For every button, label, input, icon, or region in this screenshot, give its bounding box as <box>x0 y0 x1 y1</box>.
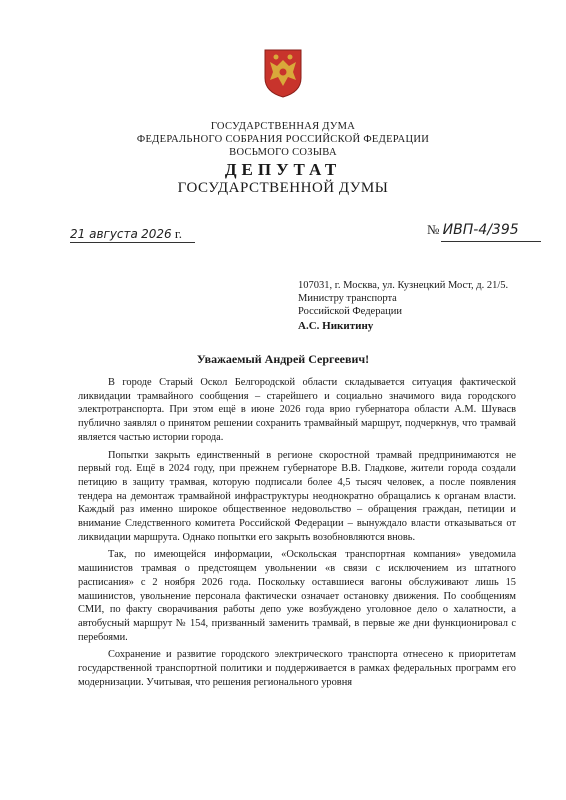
deputy-title: ДЕПУТАТ <box>224 160 342 179</box>
paragraph: Попытки закрыть единственный в регионе скоростной трамвай предпринимаются не первый год. Ещё в 2024 году, при прежнем губернаторе В.В. Гладкове, жители города создали петицию в защиту трамвая, которую подписали более 4,5 тысяч человек, а после появления тендера на демонтаж трамвайной инфраструктуры неоднократно обращались к органам власти. Каждый раз именно широкое общественное недовольство – обращения граждан, петиции и внимание Следственного комитета Российской Федерации – вынуждало власти отказываться от ликвидации маршрута. Однако попытки его закрыть возобновляются вновь. <box>78 449 516 543</box>
salutation: Уважаемый Андрей Сергеевич! <box>196 352 370 366</box>
letter-date <box>70 226 182 242</box>
org-line-1: ГОСУДАРСТВЕННАЯ ДУМА <box>210 121 356 132</box>
address-line-1: Министру транспорта <box>298 293 397 304</box>
letter-body <box>78 376 516 693</box>
paragraph: В городе Старый Оскол Белгородской области складывается ситуация фактической ликвидации трамвайного сообщения – старейшего и социально значимого вида городского электротранспорта. При этом ещё в июне 2026 года врио губернатора области А.М. Шувасв публично заявлял о принятом решении сохранить трамвайный маршрут, подчеркнув, что трамвай является частью истории города. <box>78 377 516 443</box>
number-handwritten: ИВП-4/395 <box>442 222 519 238</box>
date-year-suffix: г. <box>174 226 183 241</box>
address-recipient: А.С. Никитину <box>298 320 374 332</box>
letter-number <box>427 222 519 238</box>
date-handwritten: 21 августа <box>70 227 138 241</box>
date-year: 2026 <box>141 227 172 241</box>
paragraph: Так, по имеющейся информации, «Оскольская транспортная компания» уведомила машинистов трамвая о предстоящем увольнении «в связи с исключением из штатного расписания» с 2 ноября 2026 года. Поскольку оставшиеся вагоны обслуживают лишь 15 машинистов, увольнение персонала фактически означает остановку движения. По сообщениям СМИ, по факту сворачивания работы депо уже возбуждено уголовное дело о халатности, а автобусный маршрут № 154, призванный заменить трамвай, в первые же дни функционировал с перебоями. <box>78 549 516 643</box>
address-line-2: Российской Федерации <box>298 306 402 317</box>
org-line-3: ВОСЬМОГО СОЗЫВА <box>229 147 337 158</box>
coat-of-arms-icon <box>263 48 303 98</box>
date-underline <box>70 242 195 243</box>
number-underline <box>441 241 541 242</box>
number-prefix: № <box>427 222 440 237</box>
paragraph: Сохранение и развитие городского электрического транспорта отнесено к приоритетам государственной транспортной политики и поддерживается в рамках федеральных программ его модернизации. Учитывая, что решения регионального уровня <box>78 649 516 688</box>
deputy-subtitle: ГОСУДАРСТВЕННОЙ ДУМЫ <box>177 180 389 196</box>
address-line-0: 107031, г. Москва, ул. Кузнецкий Мост, д. 21/5. <box>298 280 509 291</box>
org-line-2: ФЕДЕРАЛЬНОГО СОБРАНИЯ РОССИЙСКОЙ ФЕДЕРАЦИИ <box>136 134 430 145</box>
